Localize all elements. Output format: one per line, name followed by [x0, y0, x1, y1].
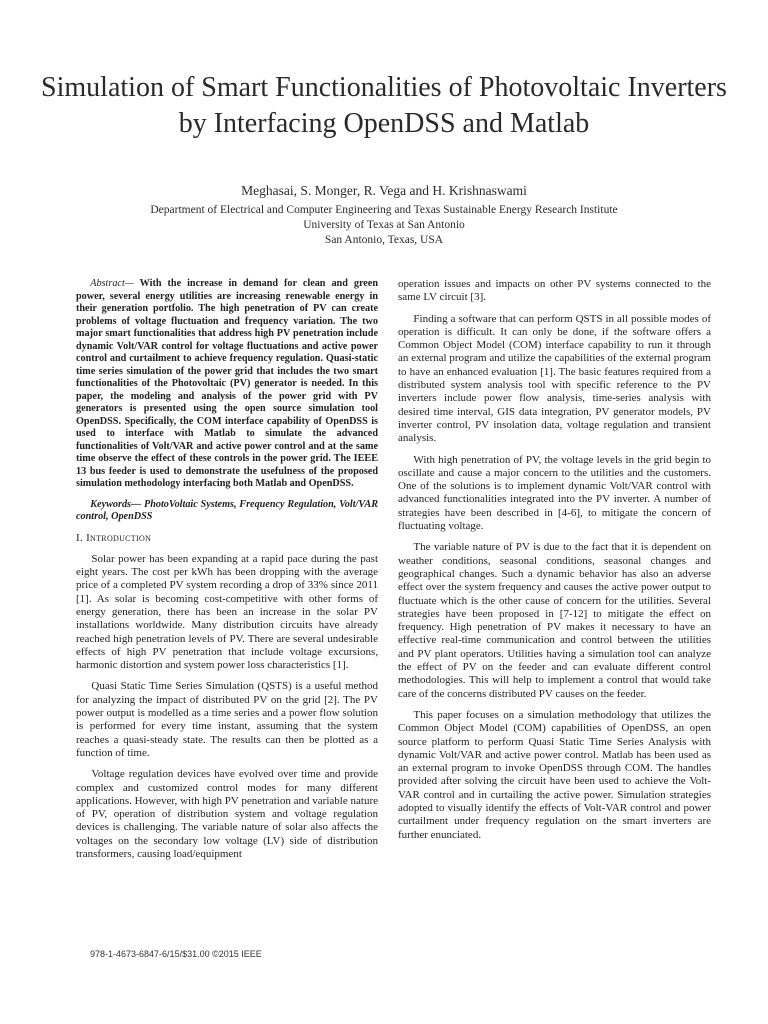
left-column: [76, 278, 378, 869]
body-paragraph: operation issues and impacts on other PV systems connected to the same LV circuit [3].: [398, 278, 711, 304]
right-column: [398, 278, 711, 850]
keywords-text: PhotoVoltaic Systems, Frequency Regulation, Volt/VAR control, OpenDSS: [76, 498, 378, 522]
body-paragraph: Finding a software that can perform QSTS in all possible modes of operation is difficult. It can only be done, if the software offers a Common Object Model (COM) interface capability to run it through an external program and utilize the capabilities of the external program to have an enhanced evaluation [1]. The basic features required from a distributed system analysis tool with specific reference to the PV inverters include power flow analysis, time-series analysis with desired time interval, GIS data integration, PV generator models, PV inverter control, PV insolation data, voltage regulation and transient analysis.: [398, 312, 711, 445]
body-paragraph: Solar power has been expanding at a rapid pace during the past eight years. The cost per kWh has been dropping with the average price of a completed PV system recording a drop of 33% since 2011 [1]. As solar is becoming cost-competitive with other forms of energy generation, there has been an increase in the solar PV installations worldwide. Many distribution circuits have already reached high penetration levels of PV. There are several undesirable effects of high PV penetration that include voltage excursions, harmonic distortion and system power loss characteristics [1].: [76, 552, 378, 672]
affiliation-line: San Antonio, Texas, USA: [324, 234, 444, 246]
body-paragraph: With high penetration of PV, the voltage levels in the grid begin to oscillate and cause a major concern to the utilities and the customers. One of the solutions is to implement dynamic Volt/VAR control with advanced functionalities integrated into the PV inverter. A number of strategies have been described in [4-6], to mitigate the concern of fluctuating voltage.: [398, 453, 711, 533]
affiliation-line: Department of Electrical and Computer Engineering and Texas Sustainable Energy Research Institute: [150, 204, 618, 216]
keywords: [76, 499, 378, 524]
affiliation-line: University of Texas at San Antonio: [303, 219, 465, 231]
section-heading: [76, 532, 378, 545]
section-number: I.: [76, 531, 84, 544]
author-list: Meghasai, S. Monger, R. Vega and H. Krishnaswami: [241, 183, 527, 198]
keywords-label: Keywords—: [90, 498, 142, 510]
copyright-footer: 978-1-4673-6847-6/15/$31.00 ©2015 IEEE: [90, 949, 262, 959]
body-paragraph: Quasi Static Time Series Simulation (QSTS) is a useful method for analyzing the impact of distributed PV on the grid [2]. The PV power output is modelled as a time series and a power flow solution is performed for every time instant, assuming that the system reaches a quasi-steady state. The results can then be plotted as a function of time.: [76, 680, 378, 759]
abstract-label: Abstract—: [90, 278, 134, 289]
body-paragraph: Voltage regulation devices have evolved over time and provide complex and customized control modes for many different applications. However, with high PV penetration and variable nature of PV, operation of distribution system and voltage regulation devices is challenging. The variable nature of solar also affects the voltages on the secondary low voltage (LV) side of distribution transformers, causing load/equipment: [76, 768, 378, 861]
abstract: [76, 278, 378, 491]
section-title: Introduction: [86, 531, 152, 544]
paper-title: Simulation of Smart Functionalities of Photovoltaic Inverters by Interfacing OpenDSS and Matlab: [41, 72, 727, 139]
abstract-text: With the increase in demand for clean and green power, several energy utilities are increasing renewable energy in their generation portfolio. The high penetration of PV can create problems of voltage fluctuation and frequency variation. The two major smart functionalities that address high PV penetration include dynamic Volt/VAR control for voltage fluctuations and active power control and curtailment to achieve frequency regulation. Quasi-static time series simulation of the power grid that includes the two smart functionalities of the Photovoltaic (PV) generator is needed. In this paper, the modeling and analysis of the power grid with PV generators is presented using the open source simulation tool OpenDSS. Specifically, the COM interface capability of OpenDSS is used to interface with Matlab to simulate the advanced functionalities of Volt/VAR and active power control and at the same time observe the effect of these controls in the power grid. The IEEE 13 bus feeder is used to demonstrate the usefulness of the proposed simulation methodology interfacing both Matlab and OpenDSS.: [76, 278, 378, 489]
body-paragraph: The variable nature of PV is due to the fact that it is dependent on weather conditions, seasonal conditions, seasonal changes and geographical changes. Such a dynamic behavior has also an adverse effect over the system frequency and causes the active power output to fluctuate which is the other cause of concern for the utilities. Several strategies have been proposed in [7-12] to mitigate the effect on frequency. High penetration of PV makes it necessary to have an effective real-time communication and control between the utilities and PV plant operators. Utilities having a simulation tool can analyze the effect of PV on the feeder and can evaluate different control methodologies. This will help to implement a control that would take care of the concerns distributed PV causes on the feeder.: [398, 541, 711, 700]
body-paragraph: This paper focuses on a simulation methodology that utilizes the Common Object Model (COM) capabilities of OpenDSS, an open source platform to perform Quasi Static Time Series Analysis with dynamic Volt/VAR and active power control. Matlab has been used as an external program to invoke OpenDSS through COM. The handles provided after solving the circuit have been used to achieve the Volt-VAR control and in curtailing the active power. Simulation strategies adopted to visually identify the effects of Volt-VAR control and power curtailment under frequency regulation on the smart inverters are further enunciated.: [398, 708, 711, 841]
affiliation: [0, 203, 768, 248]
